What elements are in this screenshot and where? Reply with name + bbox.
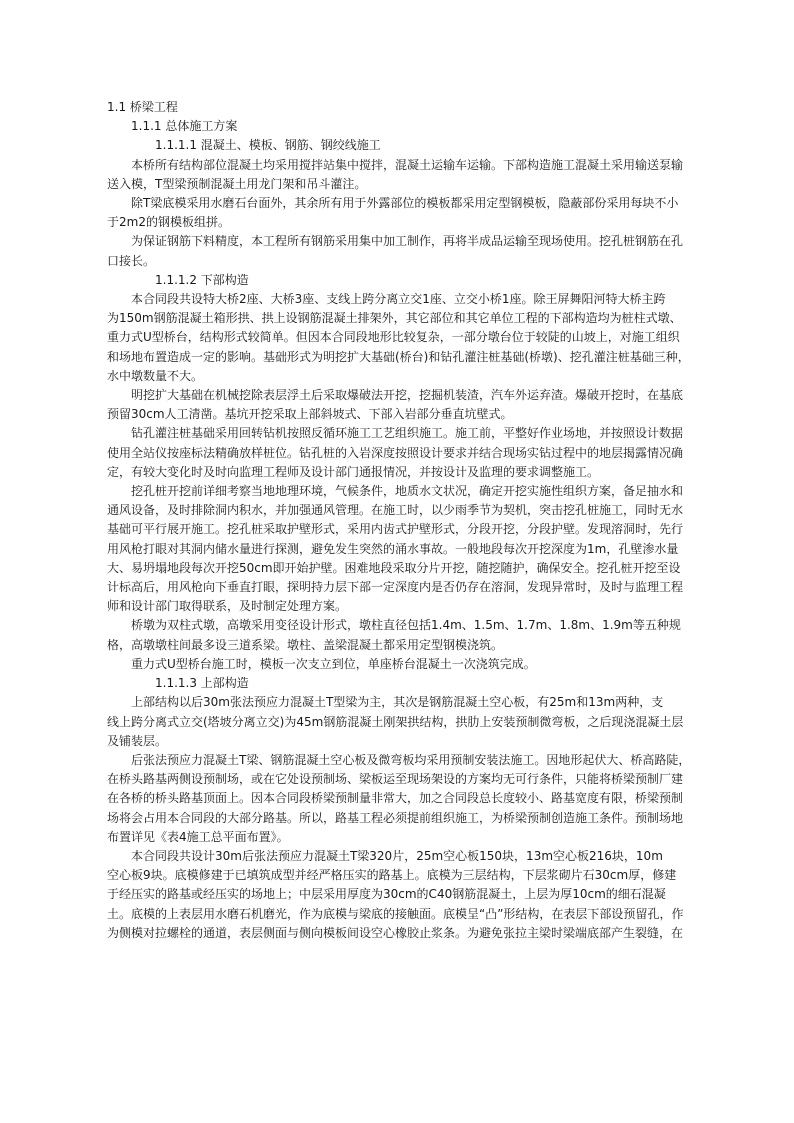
- paragraph-line: 钻孔灌注桩基础采用回转钻机按照反循环施工工艺组织施工。施工前，平整好作业场地，并按照设计数据: [131, 426, 684, 441]
- paragraph-line: 土。底模的上表层用水磨石机磨光，作为底模与梁底的接触面。底模呈“凸”形结构，在表层下部设预留孔，作: [107, 906, 684, 921]
- paragraph-line: 在桥头路基两侧设预制场，或在它处设预制场、梁板运至现场架设的方案均无可行条件，只能将桥梁预制厂建: [107, 772, 684, 787]
- paragraph-line: 本合同段共设特大桥2座、大桥3座、支线上跨分离立交1座、立交小桥1座。除王屏舞阳河特大桥主跨: [131, 292, 666, 307]
- paragraph-line: 本桥所有结构部位混凝土均采用搅拌站集中搅拌，混凝土运输车运输。下部构造施工混凝土采用输送泵输: [131, 157, 684, 172]
- paragraph-line: 线上跨分离式立交(塔坡分离立交)为45m钢筋混凝土刚架拱结构，拱肋上安装预制微弯板，之后现浇混凝土层: [107, 714, 684, 729]
- paragraph-line: 重力式U型桥台，结构形式较简单。但因本合同段地形比较复杂，一部分墩台位于较陡的山坡上，对施工组织: [107, 330, 680, 345]
- section-heading-1-1-1-3: 1.1.1.3 上部构造: [155, 676, 249, 691]
- paragraph-line: 基础可平行展开施工。挖孔桩采取护壁形式，采用内齿式护壁形式，分段开挖，分段护壁。发现溶洞时，先行: [107, 522, 684, 537]
- paragraph-line: 空心板9块。底模修建于已填筑成型并经严格压实的路基上。底模为三层结构，下层浆砌片石30cm厚，修建: [107, 868, 677, 883]
- paragraph-line: 重力式U型桥台施工时，模板一次支立到位，单座桥台混凝土一次浇筑完成。: [131, 656, 536, 671]
- paragraph-line: 除T梁底模采用水磨石台面外，其余所有用于外露部位的模板都采用定型钢模板，隐蔽部份采用每块不小: [131, 196, 679, 211]
- paragraph-line: 挖孔桩开挖前详细考察当地地理环境，气候条件，地质水文状况，确定开挖实施性组织方案，备足抽水和: [131, 484, 684, 499]
- paragraph-line: 使用全站仪按座标法精确放样桩位。钻孔桩的入岩深度按照设计要求并结合现场实钻过程中的地层揭露情况确: [107, 445, 684, 460]
- paragraph-line: 上部结构以后30m张法预应力混凝土T型梁为主，其次是钢筋混凝土空心板，有25m和13m两种，支: [131, 695, 664, 710]
- paragraph-line: 定，有较大变化时及时向监理工程师及设计部门通报情况，并按设计及监理的要求调整施工。: [107, 464, 600, 479]
- paragraph-line: 口接长。: [107, 253, 156, 268]
- paragraph-line: 送入模，T型梁预制混凝土用龙门架和吊斗灌注。: [107, 176, 367, 191]
- document-page: [107, 98, 691, 943]
- paragraph-line: 后张法预应力混凝土T梁、钢筋混凝土空心板及微弯板均采用预制安装法施工。因地形起伏大、桥高路陡，: [131, 752, 691, 767]
- section-heading-1-1-1-2: 1.1.1.2 下部构造: [155, 272, 249, 287]
- paragraph-line: 水中墩数量不大。: [107, 368, 204, 383]
- paragraph-line: 于经压实的路基或经压实的场地上；中层采用厚度为30cm的C40钢筋混凝土，上层为厚10cm的细石混凝: [107, 887, 666, 902]
- paragraph-line: 于2m2的钢模板组拼。: [107, 215, 230, 230]
- paragraph-line: 桥墩为双柱式墩，高墩采用变径设计形式，墩柱直径包括1.4m、1.5m、1.7m、1.8m、1.9m等五种规: [131, 618, 681, 633]
- paragraph-line: 计标高后，用风枪向下垂直打眼，探明持力层下部一定深度内是否仍存在溶洞，发现异常时，及时与监理工程: [107, 580, 684, 595]
- section-heading-1-1-1: 1.1.1 总体施工方案: [131, 119, 238, 134]
- paragraph-line: 预留30cm人工清凿。基坑开挖采取上部斜坡式、下部入岩部分垂直坑壁式。: [107, 407, 513, 422]
- paragraph-line: 为侧模对拉螺栓的通道，表层侧面与侧向模板间设空心橡胶止浆条。为避免张拉主梁时梁端底部产生裂缝，在: [107, 925, 684, 940]
- section-heading-1-1: 1.1 桥梁工程: [107, 100, 178, 114]
- paragraph-line: 为保证钢筋下料精度，本工程所有钢筋采用集中加工制作，再将半成品运输至现场使用。挖孔桩钢筋在孔: [131, 234, 684, 249]
- paragraph-line: 场将会占用本合同段的大部分路基。所以，路基工程必须提前组织施工，为桥梁预制创造施工条件。预制场地: [107, 810, 684, 825]
- paragraph-line: 本合同段共设计30m后张法预应力混凝土T梁320片，25m空心板150块，13m空心板216块，10m: [131, 848, 663, 863]
- paragraph-line: 通风设备，及时排除洞内积水，并加强通风管理。在施工时，以少雨季节为契机，突击挖孔桩施工，同时无水: [107, 503, 684, 518]
- paragraph-line: 格，高墩墩柱间最多设三道系梁。墩柱、盖梁混凝土都采用定型钢模浇筑。: [107, 637, 504, 652]
- paragraph-line: 为150m钢筋混凝土箱形拱、拱上设钢筋混凝土排架外，其它部位和其它单位工程的下部构造均为桩柱式墩、: [107, 311, 682, 326]
- paragraph-line: 大、易坍塌地段每次开挖50cm即开始护壁。困难地段采取分片开挖，随挖随护，确保安全。挖孔桩开挖至设: [107, 560, 681, 575]
- paragraph-line: 布置详见《表4施工总平面布置》。: [107, 829, 289, 844]
- paragraph-line: 用风枪打眼对其洞内储水量进行探测，避免发生突然的涌水事故。一般地段每次开挖深度为1m，孔壁渗水量: [107, 541, 679, 556]
- paragraph-line: 师和设计部门取得联系，及时制定处理方案。: [107, 599, 348, 614]
- paragraph-line: 在各桥的桥头路基顶面上。因本合同段桥梁预制量非常大，加之合同段总长度较小、路基宽度有限，桥梁预制: [107, 791, 684, 806]
- section-heading-1-1-1-1: 1.1.1.1 混凝土、模板、钢筋、钢绞线施工: [155, 138, 381, 153]
- paragraph-line: 明挖扩大基础在机械挖除表层浮土后采取爆破法开挖，挖掘机装渣，汽车外运弃渣。爆破开挖时，在基底: [131, 388, 684, 403]
- paragraph-line: 及铺装层。: [107, 733, 168, 748]
- paragraph-line: 和场地布置造成一定的影响。基础形式为明挖扩大基础(桥台)和钻孔灌注桩基础(桥墩)、挖孔灌注桩基础三种，: [107, 349, 690, 364]
